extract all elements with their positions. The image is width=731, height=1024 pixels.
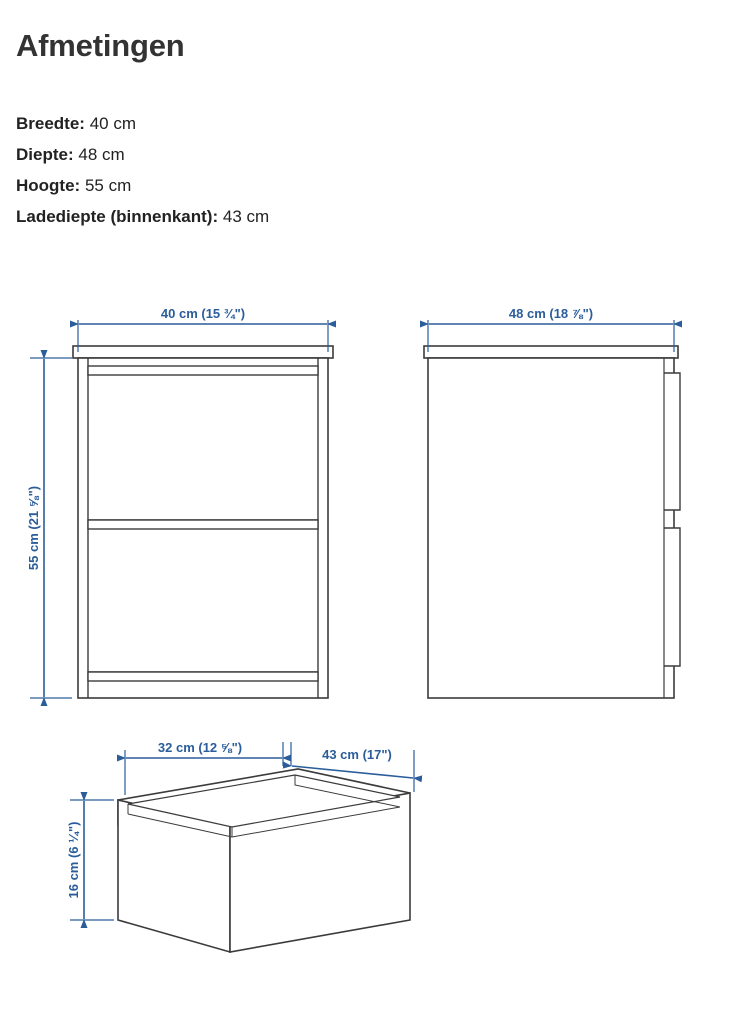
front-height-label: 55 cm (21 ⅝") <box>26 485 41 571</box>
side-view-drawing <box>424 306 680 698</box>
spec-label: Ladediepte (binnenkant): <box>16 207 219 226</box>
specifications-list <box>16 108 616 232</box>
spec-row <box>16 201 616 232</box>
technical-drawings <box>0 280 731 980</box>
spec-row <box>16 108 616 139</box>
drawer-width-label: 32 cm (12 ⅝") <box>157 740 243 755</box>
side-depth-label: 48 cm (18 ⅞") <box>508 306 594 321</box>
spec-value: 40 cm <box>89 114 136 133</box>
drawings-svg <box>0 280 731 980</box>
spec-label: Diepte: <box>16 145 74 164</box>
spec-value: 48 cm <box>78 145 125 164</box>
spec-label: Breedte: <box>16 114 85 133</box>
spec-row <box>16 170 616 201</box>
page-title: Afmetingen <box>16 28 185 63</box>
front-view-drawing <box>26 306 333 698</box>
drawer-height-label: 16 cm (6 ¼") <box>66 821 81 899</box>
spec-row <box>16 139 616 170</box>
drawer-view-drawing <box>66 740 414 952</box>
spec-label: Hoogte: <box>16 176 81 195</box>
front-width-label: 40 cm (15 ¾") <box>160 306 246 321</box>
drawer-depth-label: 43 cm (17") <box>322 747 392 762</box>
spec-value: 43 cm <box>222 207 270 226</box>
spec-value: 55 cm <box>84 176 132 195</box>
